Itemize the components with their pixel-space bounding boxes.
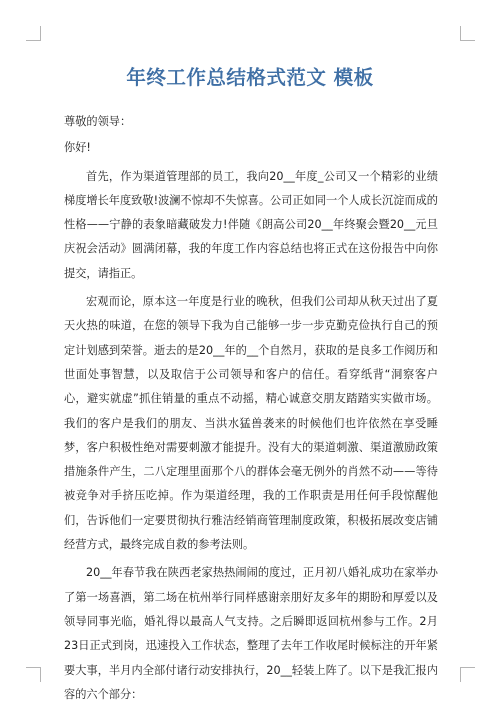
crop-mark-top-left: [26, 26, 41, 41]
greeting: 你好!: [64, 141, 91, 155]
crop-mark-bottom-left: [26, 667, 41, 682]
paragraph-3: 20__年春节我在陕西老家热热闹闹的度过，正月初八婚礼成功在家举办了第一场喜酒，第二场在杭州举行同样感谢亲朋好友多年的期盼和厚爱以及领导同事光临，婚礼得以最高人气支持。之后瞬即返回杭州参与工作。2月23日正式到岗，迅速投入工作状态，整理了去年工作收尾时候标注的开年紧要大事，半月内全部付诸行动安排执行，20__轻装上阵了。以下是我汇报内容的六个部分：: [64, 566, 438, 701]
paragraph-2: 宏观而论，原本这一年度是行业的晚秋，但我们公司却从秋天过出了夏天火热的味道，在您的领导下我为自己能够一步一步克勤克俭执行自己的预定计划感到荣誉。逝去的是20__年的__个自然月，获取的是良多工作阅历和世面处事智慧，以及取信于公司领导和客户的信任。看穿纸背“洞察客户心，避实就虚”抓住销量的重点不动摇，精心诚意交朋友踏踏实实做市场。我们的客户是我们的朋友、当洪水猛兽袭来的时候他们也许依然在享受睡梦，客户积极性绝对需要刺激才能提升。没有大的渠道刺激、渠道激励政策措施条件产生，二八定理里面那个八的群体会毫无例外的肖然不动——等待被竞争对手挤压吃掉。作为渠道经理，我的工作职责是用任何手段惊醒他们，告诉他们一定要贯彻执行雅洁经销商管理制度政策，积极拓展改变店铺经营方式，最终完成自救的参考法则。: [64, 295, 438, 552]
crop-mark-top-right: [460, 26, 475, 41]
crop-mark-bottom-right: [460, 667, 475, 682]
document-title: 年终工作总结格式范文 模板: [126, 66, 374, 89]
salutation: 尊敬的领导：: [64, 115, 132, 128]
paragraph-1: 首先，作为渠道管理部的员工，我向20__年度_公司又一个精彩的业绩梯度增长年度致敬!波澜不惊却不失惊喜。公司正如同一个人成长沉淀而成的性格——宁静的表象暗藏破发力!伴随《朗高公司20__年终聚会暨20__元旦庆祝会活动》圆满闭幕，我的年度工作内容总结也将正式在这份报告中向你提交，请指正。: [64, 169, 438, 280]
document-body: [64, 110, 438, 707]
